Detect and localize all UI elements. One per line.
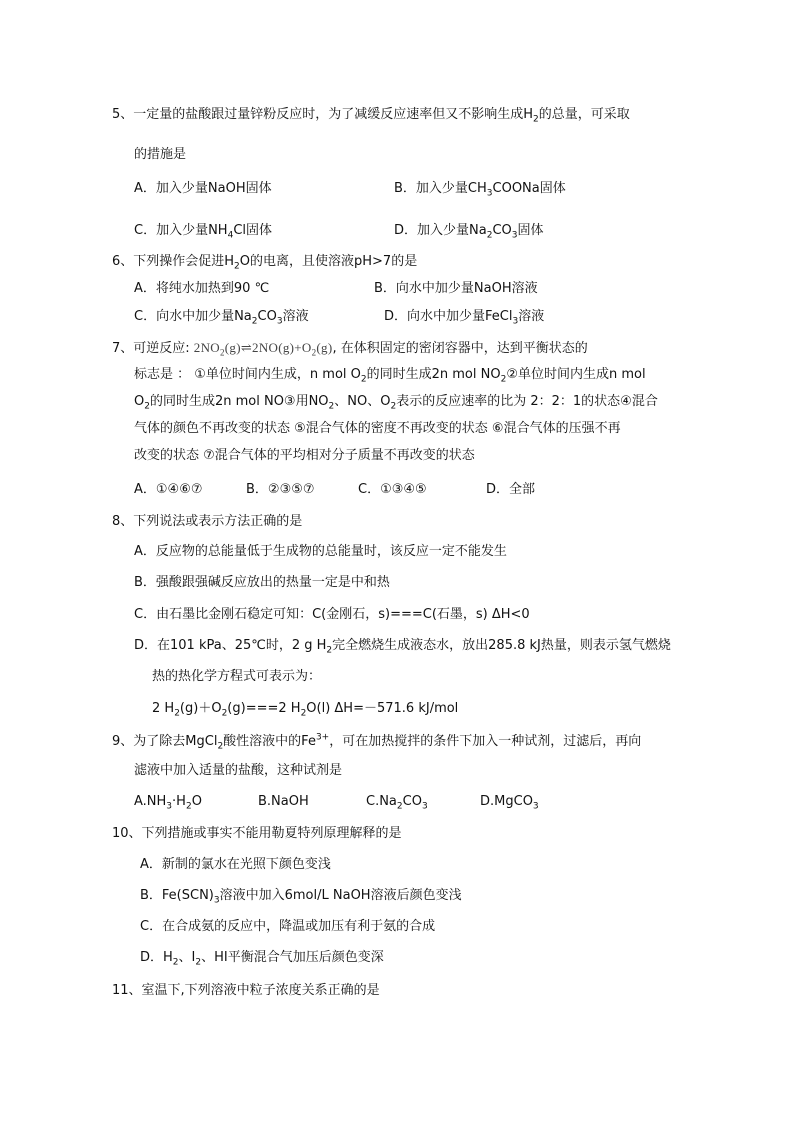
q9-option-b: B.NaOH [258,794,309,809]
q7-stem-line5: 改变的状态 ⑦混合气体的平均相对分子质量不再改变的状态 [134,448,475,463]
q7-stem-line1: 7、可逆反应: $2NO_2(g)\rightleftharpoons 2NO(g)+O_2(g)$, 在体积固定的密闭容器中，达到平衡状态的 [112,340,588,358]
q10-option-d: D．$H_2$、$I_2$、HI平衡混合气加压后颜色变深 [140,950,384,968]
q8-option-d-equation: 2 $H_2(g)+O_2(g)===2$ $H_2O(l)$ ΔH=－571.6 kJ/mol [152,701,459,719]
q7-equation: $2NO_2(g)\rightleftharpoons 2NO(g)+O_2(g)$ [193,340,333,358]
q5-option-c: C．加入少量$NH_4Cl$固体 [134,223,273,241]
q10-option-a: A．新制的氯水在光照下颜色变浅 [140,857,331,872]
q5-option-d: D．加入少量$Na_2CO_3$固体 [394,223,544,241]
q7-option-a: A．①④⑥⑦ [134,482,203,497]
q9-stem-line2: 滤液中加入适量的盐酸，这种试剂是 [134,763,343,778]
q9-stem-line1: 9、为了除去MgCl$_2$酸性溶液中的$Fe^{3+}$，可在加热搅拌的条件下加入一种试剂，过滤后，再向 [112,732,642,752]
q8-option-c: C．由石墨比金刚石稳定可知：C(金刚石，s)===C(石墨，s) ΔH<0 [134,607,530,622]
q7-option-c: C．①③④⑤ [358,482,427,497]
q7-option-d: D．全部 [486,482,536,497]
q7-stem-line2: 标志是 ： ①单位时间内生成，n mol $O_2$的同时生成2n mol $NO_2②$单位时间内生成n mol [134,367,646,385]
q5-stem-line1: 5、一定量的盐酸跟过量锌粉反应时，为了减缓反应速率但又不影响生成$H_2$的总量，可采取 [112,107,630,125]
q10-option-c: C．在合成氨的反应中，降温或加压有利于氨的合成 [140,919,436,934]
q6-option-a: A．将纯水加热到90 ℃ [134,281,270,296]
q8-option-d-line2: 热的热化学方程式可表示为： [152,669,322,684]
q6-option-b: B．向水中加少量NaOH溶液 [374,281,538,296]
q9-option-c: $C.Na_2CO_3$ [366,794,428,812]
q5-stem-line2: 的措施是 [134,147,187,162]
q5-option-a: A．加入少量NaOH固体 [134,181,272,196]
q6-stem: 6、下列操作会促进$H_2O$的电离，且使溶液pH>7的是 [112,254,418,272]
q6-option-c: C．向水中加少量$Na_2CO_3$溶液 [134,309,309,327]
q11-stem: 11、室温下,下列溶液中粒子浓度关系正确的是 [112,983,380,998]
q7-stem-line3: $O_2$的同时生成2n mol NO③用$NO_2$、NO、$O_2$表示的反应速率的比为 2：2：1的状态④混合 [134,394,658,412]
q7-stem-line4: 气体的颜色不再改变的状态 ⑤混合气体的密度不再改变的状态 ⑥混合气体的压强不再 [134,421,621,436]
q8-stem: 8、下列说法或表示方法正确的是 [112,514,303,529]
q8-option-b: B．强酸跟强碱反应放出的热量一定是中和热 [134,575,390,590]
q10-option-b: B．$Fe(SCN)_3$溶液中加入6mol/L NaOH溶液后颜色变浅 [140,888,462,906]
q10-stem: 10、下列措施或事实不能用勒夏特列原理解释的是 [112,826,402,841]
q6-option-d: D．向水中加少量FeCl$_3$溶液 [384,309,545,327]
q7-option-b: B．②③⑤⑦ [246,482,315,497]
q5-option-b: B．加入少量$CH_3COONa$固体 [394,181,566,199]
q8-option-d-line1: D．在101 kPa、25℃时，2 g $H_2$完全燃烧生成液态水，放出285.8 kJ热量，则表示氢气燃烧 [134,638,671,656]
q9-option-d: D.MgCO$_3$ [480,794,539,812]
q9-option-a: $A.NH_3\cdot H_2O$ [134,794,202,812]
q8-option-a: A．反应物的总能量低于生成物的总能量时，该反应一定不能发生 [134,544,507,559]
